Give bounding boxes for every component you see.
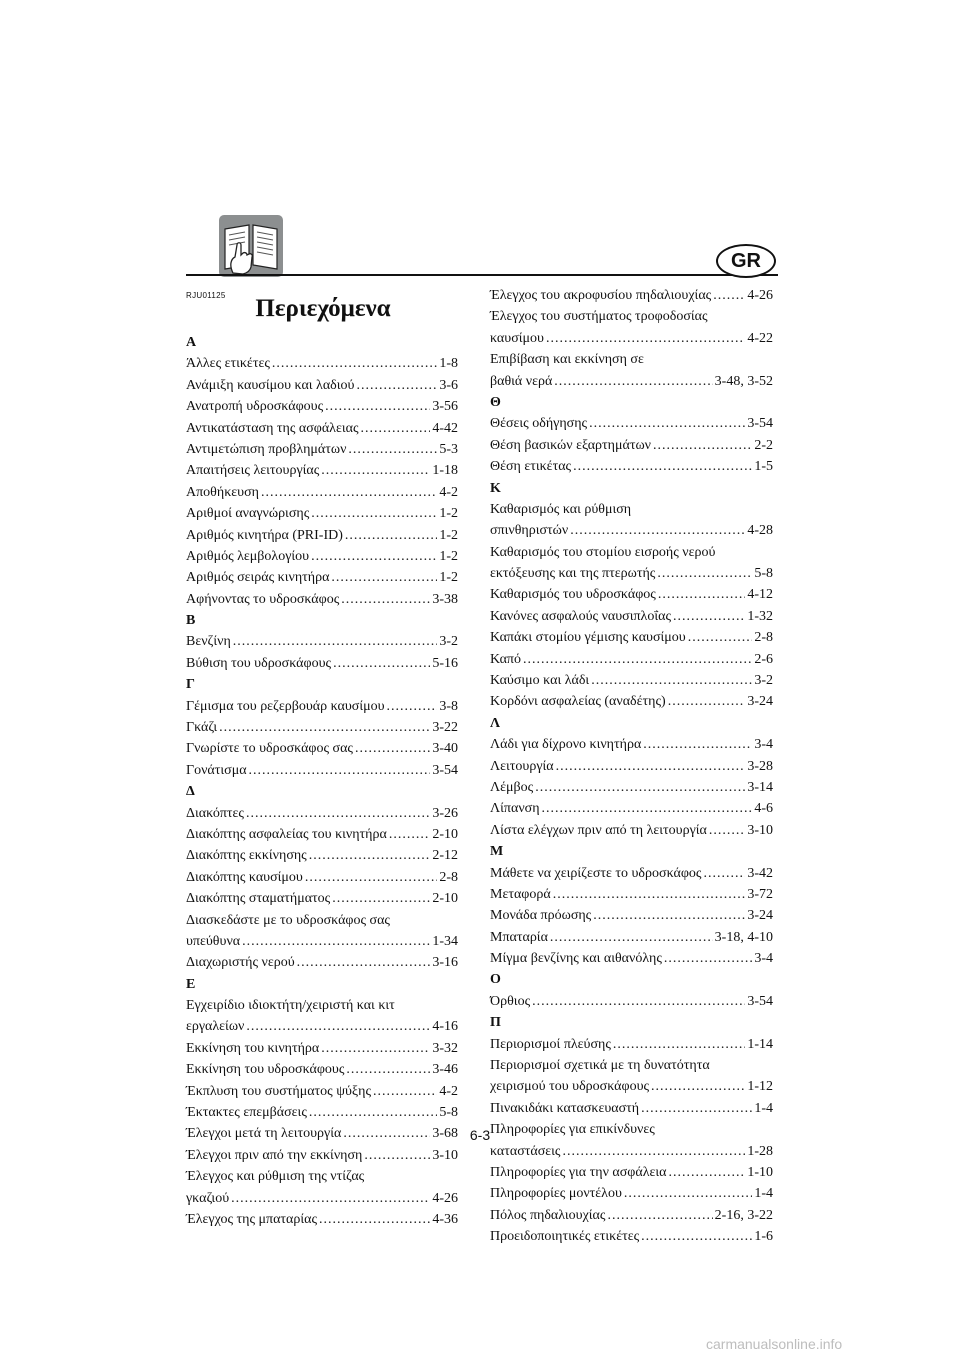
index-entry-page: 3-14 <box>747 779 773 795</box>
index-entry-title: Θέση ετικέτας <box>490 459 572 475</box>
index-entry <box>490 520 773 541</box>
index-entry <box>186 353 458 374</box>
index-entry-page: 3-46 <box>432 1062 458 1078</box>
index-entry <box>490 1034 773 1055</box>
index-entry-page: 3-32 <box>432 1040 458 1056</box>
index-entry-title: Γέμισμα του ρεζερβουάρ καυσίμου <box>186 698 385 714</box>
index-entry-page: 1-4 <box>754 1100 773 1116</box>
index-entry-title: Αποθήκευση <box>186 484 259 500</box>
index-entry-title: Απαιτήσεις λειτουργίας <box>186 463 320 479</box>
dot-leader <box>668 1162 745 1183</box>
dot-leader <box>664 948 752 969</box>
dot-leader <box>348 439 437 460</box>
index-entry-title: Πινακιδάκι κατασκευαστή <box>490 1100 640 1116</box>
index-entry-page: 4-42 <box>432 420 458 436</box>
index-entry <box>186 1081 458 1102</box>
dot-leader <box>593 905 745 926</box>
index-entry-title: Άλλες ετικέτες <box>186 356 270 372</box>
index-entry-page: 4-36 <box>432 1212 458 1227</box>
index-entry-page: 4-12 <box>747 587 773 603</box>
index-entry <box>186 482 458 503</box>
index-entry-title: Έκτακτες επεμβάσεις <box>186 1105 307 1121</box>
index-entry <box>186 460 458 481</box>
index-entry <box>490 734 773 755</box>
index-entry-line: Εγχειρίδιο ιδιοκτήτη/χειριστή και κιτ <box>186 998 395 1014</box>
index-entry-page: 1-34 <box>432 933 458 949</box>
index-entry-title: Λάδι για δίχρονο κινητήρα <box>490 737 642 753</box>
dot-leader <box>341 589 430 610</box>
dot-leader <box>297 952 431 973</box>
index-entry-title: Μίγμα βενζίνης και αιθανόλης <box>490 951 662 967</box>
index-entry-page: 3-28 <box>747 758 773 774</box>
section-letter: Μ <box>490 844 504 860</box>
index-entry-title: Πληροφορίες για την ασφάλεια <box>490 1165 667 1180</box>
dot-leader <box>546 328 745 349</box>
document-code: RJU01125 <box>186 291 226 300</box>
dot-leader <box>657 563 752 584</box>
index-entry <box>490 1098 773 1119</box>
index-entry <box>186 439 458 460</box>
index-entry <box>186 503 458 524</box>
index-entry-title: Γκάζι <box>186 720 218 736</box>
index-entry-title: Καθαρισμός του υδροσκάφος <box>490 587 656 603</box>
index-entry <box>186 525 458 546</box>
index-entry-title: Αριθμοί αναγνώρισης <box>186 506 310 522</box>
header-rule <box>186 274 778 276</box>
index-entry <box>186 1102 458 1123</box>
index-entry-title: Αντιμετώπιση προβλημάτων <box>186 441 347 457</box>
index-entry <box>186 738 458 759</box>
index-entry-title: Μπαταρία <box>490 929 548 945</box>
dot-leader <box>346 1059 430 1080</box>
index-entry-title: Λίπανση <box>490 801 540 817</box>
dot-leader <box>311 546 437 567</box>
dot-leader <box>556 756 746 777</box>
dot-leader <box>550 927 713 948</box>
index-entry-page: 4-26 <box>432 1190 458 1206</box>
index-entry-title: Βενζίνη <box>186 634 231 650</box>
dot-leader <box>311 503 437 524</box>
dot-leader <box>345 525 437 546</box>
index-entry-title: Ανατροπή υδροσκάφους <box>186 399 324 415</box>
dot-leader <box>688 627 753 648</box>
dot-leader <box>643 734 752 755</box>
index-entry-page: 3-2 <box>439 634 458 650</box>
index-entry <box>186 824 458 845</box>
index-entry-title: Αντικατάσταση της ασφάλειας <box>186 420 359 436</box>
dot-leader <box>641 1226 752 1247</box>
index-entry <box>186 546 458 567</box>
index-entry-title: Αριθμός λεμβολογίου <box>186 548 310 564</box>
index-entry-title: Αριθμός κινητήρα (PRI-ID) <box>186 527 343 543</box>
index-entry <box>490 371 773 392</box>
dot-leader <box>261 482 437 503</box>
index-entry-page: 1-32 <box>747 608 773 624</box>
index-entry-page: 3-22 <box>432 720 458 736</box>
index-entry-page: 5-8 <box>439 1105 458 1121</box>
index-entry <box>490 756 773 777</box>
index-entry-title: Καπάκι στομίου γέμισης καυσίμου <box>490 630 686 646</box>
index-entry <box>186 760 458 781</box>
index-entry-title: Λειτουργία <box>490 758 554 774</box>
index-entry-page: 3-18, 4-10 <box>714 929 773 945</box>
index-entry-page: 1-6 <box>754 1229 773 1245</box>
dot-leader <box>389 824 431 845</box>
index-entry <box>186 867 458 888</box>
index-entry <box>490 1076 773 1097</box>
index-entry-title: Διακόπτης καυσίμου <box>186 869 303 885</box>
index-entry-line: Καθαρισμός και ρύθμιση <box>490 501 632 517</box>
dot-leader <box>542 798 753 819</box>
index-entry-page: 3-4 <box>754 951 773 967</box>
index-entry <box>186 696 458 717</box>
section-letter: Ο <box>490 972 501 988</box>
index-entry-line: Περιορισμοί σχετικά με τη δυνατότητα <box>490 1058 710 1074</box>
index-entry <box>186 418 458 439</box>
dot-leader <box>361 418 431 439</box>
dot-leader <box>219 717 430 738</box>
index-entry <box>490 285 773 306</box>
index-entry-page: 3-48, 3-52 <box>714 373 773 389</box>
index-entry-title: Πληροφορίες μοντέλου <box>490 1186 622 1202</box>
index-entry-page: 1-14 <box>747 1036 773 1052</box>
index-entry <box>490 627 773 648</box>
section-letter: Ε <box>186 976 196 992</box>
index-entry-page: 4-16 <box>432 1019 458 1035</box>
index-entry-title: Βύθιση του υδροσκάφους <box>186 655 332 671</box>
index-entry-title: Μάθετε να χειρίζεστε το υδροσκάφος <box>490 865 702 881</box>
dot-leader <box>591 670 752 691</box>
dot-leader <box>613 1034 745 1055</box>
dot-leader <box>713 285 745 306</box>
index-entry-page: 2-8 <box>439 869 458 885</box>
index-entry-title: Καπό <box>490 651 521 667</box>
index-entry <box>186 888 458 909</box>
dot-leader <box>532 991 745 1012</box>
index-entry <box>490 1162 773 1183</box>
index-entry-title: Έλεγχος της μπαταρίας <box>186 1212 318 1227</box>
index-column-left <box>186 332 458 1230</box>
index-entry <box>490 649 773 670</box>
index-entry-page: 4-2 <box>439 484 458 500</box>
dot-leader <box>624 1183 752 1204</box>
manual-hand-icon <box>219 215 283 277</box>
section-letter: Κ <box>490 480 501 496</box>
index-entry <box>490 691 773 712</box>
index-entry-page: 4-28 <box>747 523 773 539</box>
index-entry-title: Μεταφορά <box>490 886 551 902</box>
index-entry <box>490 606 773 627</box>
index-entry-page: 3-26 <box>432 805 458 821</box>
index-entry <box>490 563 773 584</box>
index-entry-page: 2-12 <box>432 848 458 864</box>
dot-leader <box>589 413 745 434</box>
index-entry-line: Έλεγχος του συστήματος τροφοδοσίας <box>490 309 708 325</box>
index-entry-page: 3-42 <box>747 865 773 881</box>
index-entry-page: 5-8 <box>754 566 773 582</box>
index-entry <box>186 1038 458 1059</box>
index-entry-title: Έλεγχοι μετά τη λειτουργία <box>186 1126 342 1142</box>
index-entry <box>186 375 458 396</box>
index-entry-page: 4-6 <box>754 801 773 817</box>
dot-leader <box>246 1016 430 1037</box>
index-entry <box>490 991 773 1012</box>
index-entry-title: Θέσεις οδήγησης <box>490 416 588 432</box>
page-title: Περιεχόμενα <box>255 295 391 322</box>
index-entry <box>186 931 458 952</box>
index-entry <box>490 1226 773 1247</box>
dot-leader <box>364 1145 430 1166</box>
index-entry-page: 3-54 <box>747 416 773 432</box>
index-entry-title: Περιορισμοί πλεύσης <box>490 1036 611 1052</box>
section-letter: Β <box>186 613 196 629</box>
index-entry-title: Πόλος πηδαλιουχίας <box>490 1207 606 1223</box>
dot-leader <box>668 691 746 712</box>
index-entry-page: 3-40 <box>432 741 458 757</box>
dot-leader <box>607 1205 712 1226</box>
index-entry <box>490 670 773 691</box>
dot-leader <box>321 1038 430 1059</box>
index-entry-page: 3-68 <box>432 1126 458 1142</box>
index-entry-title: Ανάμιξη καυσίμου και λαδιού <box>186 377 355 393</box>
index-entry-title: Αφήνοντας το υδροσκάφος <box>186 591 340 607</box>
index-entry-title: Διακόπτες <box>186 805 244 821</box>
index-entry-page: 2-8 <box>754 630 773 646</box>
index-entry <box>186 589 458 610</box>
index-entry-title: Κορδόνι ασφαλείας (αναδέτης) <box>490 694 666 710</box>
dot-leader <box>570 520 745 541</box>
index-entry-line: Έλεγχος και ρύθμιση της ντίζας <box>186 1169 365 1185</box>
index-entry-page: 2-16, 3-22 <box>714 1207 773 1223</box>
index-entry-page: 3-10 <box>747 822 773 838</box>
index-entry-page: 2-10 <box>432 826 458 842</box>
dot-leader <box>387 696 438 717</box>
language-badge: GR <box>716 244 776 278</box>
index-entry <box>186 845 458 866</box>
dot-leader <box>709 820 745 841</box>
index-entry-page: 2-6 <box>754 651 773 667</box>
index-entry-title: Προειδοποιητικές ετικέτες <box>490 1229 640 1245</box>
index-entry-title: Γνωρίστε το υδροσκάφος σας <box>186 741 353 757</box>
index-entry-title: υπεύθυνα <box>186 933 241 949</box>
index-entry-title: Λέμβος <box>490 779 534 795</box>
index-entry-line: Επιβίβαση και εκκίνηση σε <box>490 352 644 368</box>
index-entry <box>490 884 773 905</box>
index-entry <box>186 1017 458 1038</box>
dot-leader <box>641 1098 752 1119</box>
index-entry-page: 1-5 <box>754 459 773 475</box>
index-entry <box>490 328 773 349</box>
index-entry-page: 3-72 <box>747 886 773 902</box>
dot-leader <box>332 888 430 909</box>
index-entry <box>186 631 458 652</box>
index-entry-page: 3-4 <box>754 737 773 753</box>
index-entry-page: 3-8 <box>439 698 458 714</box>
index-entry-title: Εκκίνηση του κινητήρα <box>186 1040 320 1056</box>
index-entry <box>186 1059 458 1080</box>
index-entry-page: 1-2 <box>439 570 458 586</box>
dot-leader <box>246 803 430 824</box>
dot-leader <box>553 884 746 905</box>
section-letter: Λ <box>490 715 501 731</box>
index-entry-page: 2-10 <box>432 891 458 907</box>
dot-leader <box>325 396 430 417</box>
dot-leader <box>242 931 430 952</box>
index-entry-page: 4-26 <box>747 287 773 303</box>
section-letter: Α <box>186 334 197 350</box>
index-entry-title: Διαχωριστής νερού <box>186 955 295 971</box>
dot-leader <box>673 606 745 627</box>
index-entry-title: Γονάτισμα <box>186 762 247 778</box>
index-entry <box>490 1183 773 1204</box>
index-entry-title: βαθιά νερά <box>490 373 553 389</box>
index-entry-line: Καθαρισμός του στομίου εισροής νερού <box>490 544 716 560</box>
index-entry-title: Μονάδα πρόωσης <box>490 908 592 924</box>
dot-leader <box>658 584 746 605</box>
index-entry-page: 1-4 <box>754 1186 773 1202</box>
dot-leader <box>373 1081 437 1102</box>
index-entry <box>186 803 458 824</box>
index-entry <box>186 952 458 973</box>
index-entry-page: 3-54 <box>747 993 773 1009</box>
dot-leader <box>321 460 430 481</box>
dot-leader <box>331 567 437 588</box>
index-entry-line: Πληροφορίες για επικίνδυνες <box>490 1122 655 1138</box>
index-entry-page: 1-8 <box>439 356 458 372</box>
section-letter: Θ <box>490 394 501 410</box>
index-entry-page: 5-3 <box>439 441 458 457</box>
index-entry-title: Θέση βασικών εξαρτημάτων <box>490 437 651 453</box>
index-entry <box>490 456 773 477</box>
dot-leader <box>233 631 438 652</box>
index-entry-title: εκτόξευσης και της πτερωτής <box>490 566 656 582</box>
index-entry <box>490 820 773 841</box>
index-entry-page: 1-2 <box>439 527 458 543</box>
dot-leader <box>356 375 437 396</box>
index-entry-title: καταστάσεις <box>490 1143 561 1159</box>
dot-leader <box>653 435 752 456</box>
index-entry-page: 3-2 <box>754 673 773 689</box>
index-entry <box>186 717 458 738</box>
dot-leader <box>231 1188 430 1209</box>
index-entry <box>186 1209 458 1230</box>
index-entry-title: Έλεγχοι πριν από την εκκίνηση <box>186 1147 363 1163</box>
index-entry-page: 1-2 <box>439 506 458 522</box>
index-entry-page: 1-12 <box>747 1079 773 1095</box>
dot-leader <box>305 867 437 888</box>
index-entry-title: καυσίμου <box>490 330 544 346</box>
index-entry-title: Εκκίνηση του υδροσκάφους <box>186 1062 345 1078</box>
index-entry-title: Αριθμός σειράς κινητήρα <box>186 570 330 586</box>
index-entry <box>490 927 773 948</box>
index-entry-title: σπινθηριστών <box>490 523 569 539</box>
index-column-right <box>490 285 773 1248</box>
dot-leader <box>651 1076 745 1097</box>
index-entry-line: Διασκεδάστε με το υδροσκάφος σας <box>186 912 390 928</box>
dot-leader <box>573 456 752 477</box>
index-entry-page: 3-16 <box>432 955 458 971</box>
index-entry-title: εργαλείων <box>186 1019 245 1035</box>
dot-leader <box>309 845 431 866</box>
index-entry <box>490 798 773 819</box>
index-entry-page: 4-22 <box>747 330 773 346</box>
index-entry-page: 3-54 <box>432 762 458 778</box>
index-entry-title: χειρισμού του υδροσκάφους <box>490 1079 650 1095</box>
index-entry-page: 3-24 <box>747 908 773 924</box>
index-entry <box>186 396 458 417</box>
index-entry-title: Λίστα ελέγχων πριν από τη λειτουργία <box>490 822 707 838</box>
index-entry-page: 3-10 <box>432 1147 458 1163</box>
dot-leader <box>523 649 752 670</box>
index-entry-page: 3-56 <box>432 399 458 415</box>
index-entry <box>490 413 773 434</box>
index-entry-page: 2-2 <box>754 437 773 453</box>
page-number: 6-3 <box>469 1127 491 1143</box>
dot-leader <box>703 863 745 884</box>
index-entry <box>490 1141 773 1162</box>
watermark: carmanualsonline.info <box>706 1336 843 1352</box>
dot-leader <box>562 1141 745 1162</box>
dot-leader <box>535 777 745 798</box>
index-entry <box>186 567 458 588</box>
dot-leader <box>319 1209 430 1230</box>
section-letter: Δ <box>186 784 195 800</box>
dot-leader <box>355 738 430 759</box>
index-entry <box>186 1145 458 1166</box>
dot-leader <box>333 653 430 674</box>
index-entry-page: 1-10 <box>747 1165 773 1180</box>
index-entry-title: Διακόπτης εκκίνησης <box>186 848 307 864</box>
index-entry-title: Καύσιμο και λάδι <box>490 673 590 689</box>
dot-leader <box>272 353 437 374</box>
index-entry-title: Έκπλυση του συστήματος ψύξης <box>186 1083 372 1099</box>
index-entry-page: 3-6 <box>439 377 458 393</box>
index-entry <box>490 1205 773 1226</box>
index-entry <box>490 777 773 798</box>
index-entry-title: Έλεγχος του ακροφυσίου πηδαλιουχίας <box>490 287 712 303</box>
index-entry-page: 3-24 <box>747 694 773 710</box>
index-entry-page: 1-28 <box>747 1143 773 1159</box>
index-entry-title: Κανόνες ασφαλούς ναυσιπλοΐας <box>490 608 671 624</box>
index-entry-page: 4-2 <box>439 1083 458 1099</box>
dot-leader <box>309 1102 437 1123</box>
index-entry-page: 3-38 <box>432 591 458 607</box>
section-letter: Π <box>490 1015 501 1031</box>
index-entry <box>186 1188 458 1209</box>
index-entry-page: 1-18 <box>432 463 458 479</box>
index-entry-page: 1-2 <box>439 548 458 564</box>
section-letter: Γ <box>186 677 195 693</box>
index-entry-title: Όρθιος <box>490 993 531 1009</box>
index-entry-title: Διακόπτης ασφαλείας του κινητήρα <box>186 826 387 842</box>
dot-leader <box>249 760 431 781</box>
index-entry-title: Διακόπτης σταματήματος <box>186 891 331 907</box>
index-entry <box>490 863 773 884</box>
index-entry <box>490 584 773 605</box>
index-entry-page: 5-16 <box>432 655 458 671</box>
index-entry <box>490 905 773 926</box>
index-entry-title: γκαζιού <box>186 1190 230 1206</box>
index-entry <box>490 948 773 969</box>
index-entry <box>186 653 458 674</box>
index-entry <box>490 435 773 456</box>
dot-leader <box>554 371 712 392</box>
